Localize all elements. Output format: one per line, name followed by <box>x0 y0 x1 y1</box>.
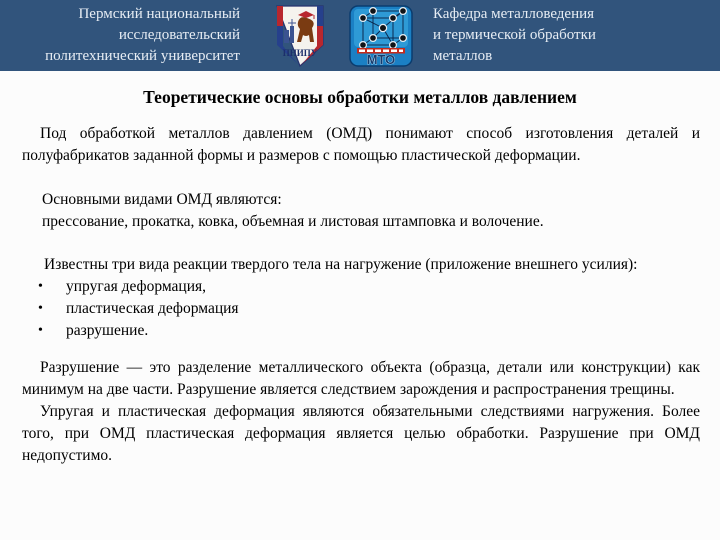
department-line-3: металлов <box>433 48 493 64</box>
bullet-icon: • <box>38 323 43 338</box>
mto-lattice-logo-icon <box>349 5 413 67</box>
slide-body <box>0 123 720 467</box>
university-line-1: Пермский национальный <box>78 6 240 22</box>
omd-types-intro: Основными видами ОМД являются: <box>42 191 282 208</box>
list-item <box>22 276 700 298</box>
slide-title: Теоретические основы обработки металлов давлением <box>143 87 577 107</box>
mto-logo-label: МТО <box>366 51 396 67</box>
paragraph-definition-omd: Под обработкой металлов давлением (ОМД) понимают способ изготовления деталей и полуфабрикатов заданной формы и размеров с помощью пластической деформации. <box>22 125 700 164</box>
list-item-label: упругая деформация, <box>66 278 207 295</box>
list-item <box>22 298 700 320</box>
department-line-2: и термической обработки <box>433 27 596 43</box>
paragraph-omd-types <box>42 189 700 233</box>
pnipu-logo-label: ПНИПУ <box>282 47 318 58</box>
reaction-types-list <box>22 276 700 342</box>
university-line-3: политехнический университет <box>45 48 240 64</box>
list-item-label: разрушение. <box>66 322 149 339</box>
bullet-icon: • <box>38 279 43 294</box>
department-name <box>433 4 596 67</box>
department-line-1: Кафедра металловедения <box>433 6 595 22</box>
list-item <box>22 320 700 342</box>
university-name <box>0 4 240 67</box>
pnipu-shield-logo-icon <box>274 5 326 67</box>
paragraph-deformation-consequences: Упругая и пластическая деформация являются обязательными следствиями нагружения. Более того, при ОМД пластическая деформация является целью обработки. Разрушение при ОМД недопустимо. <box>22 403 700 464</box>
paragraph-three-reactions: Известны три вида реакции твердого тела на нагружение (приложение внешнего усилия): <box>44 256 638 273</box>
bullet-icon: • <box>38 301 43 316</box>
list-item-label: пластическая деформация <box>66 300 239 317</box>
paragraph-fracture-definition: Разрушение — это разделение металлического объекта (образца, детали или конструкции) как минимум на две части. Разрушение является следствием зарождения и распространения трещины. <box>22 359 700 398</box>
omd-types-list: прессование, прокатка, ковка, объемная и листовая штамповка и волочение. <box>42 213 544 230</box>
slide-header <box>0 0 720 71</box>
university-line-2: исследовательский <box>118 27 240 43</box>
